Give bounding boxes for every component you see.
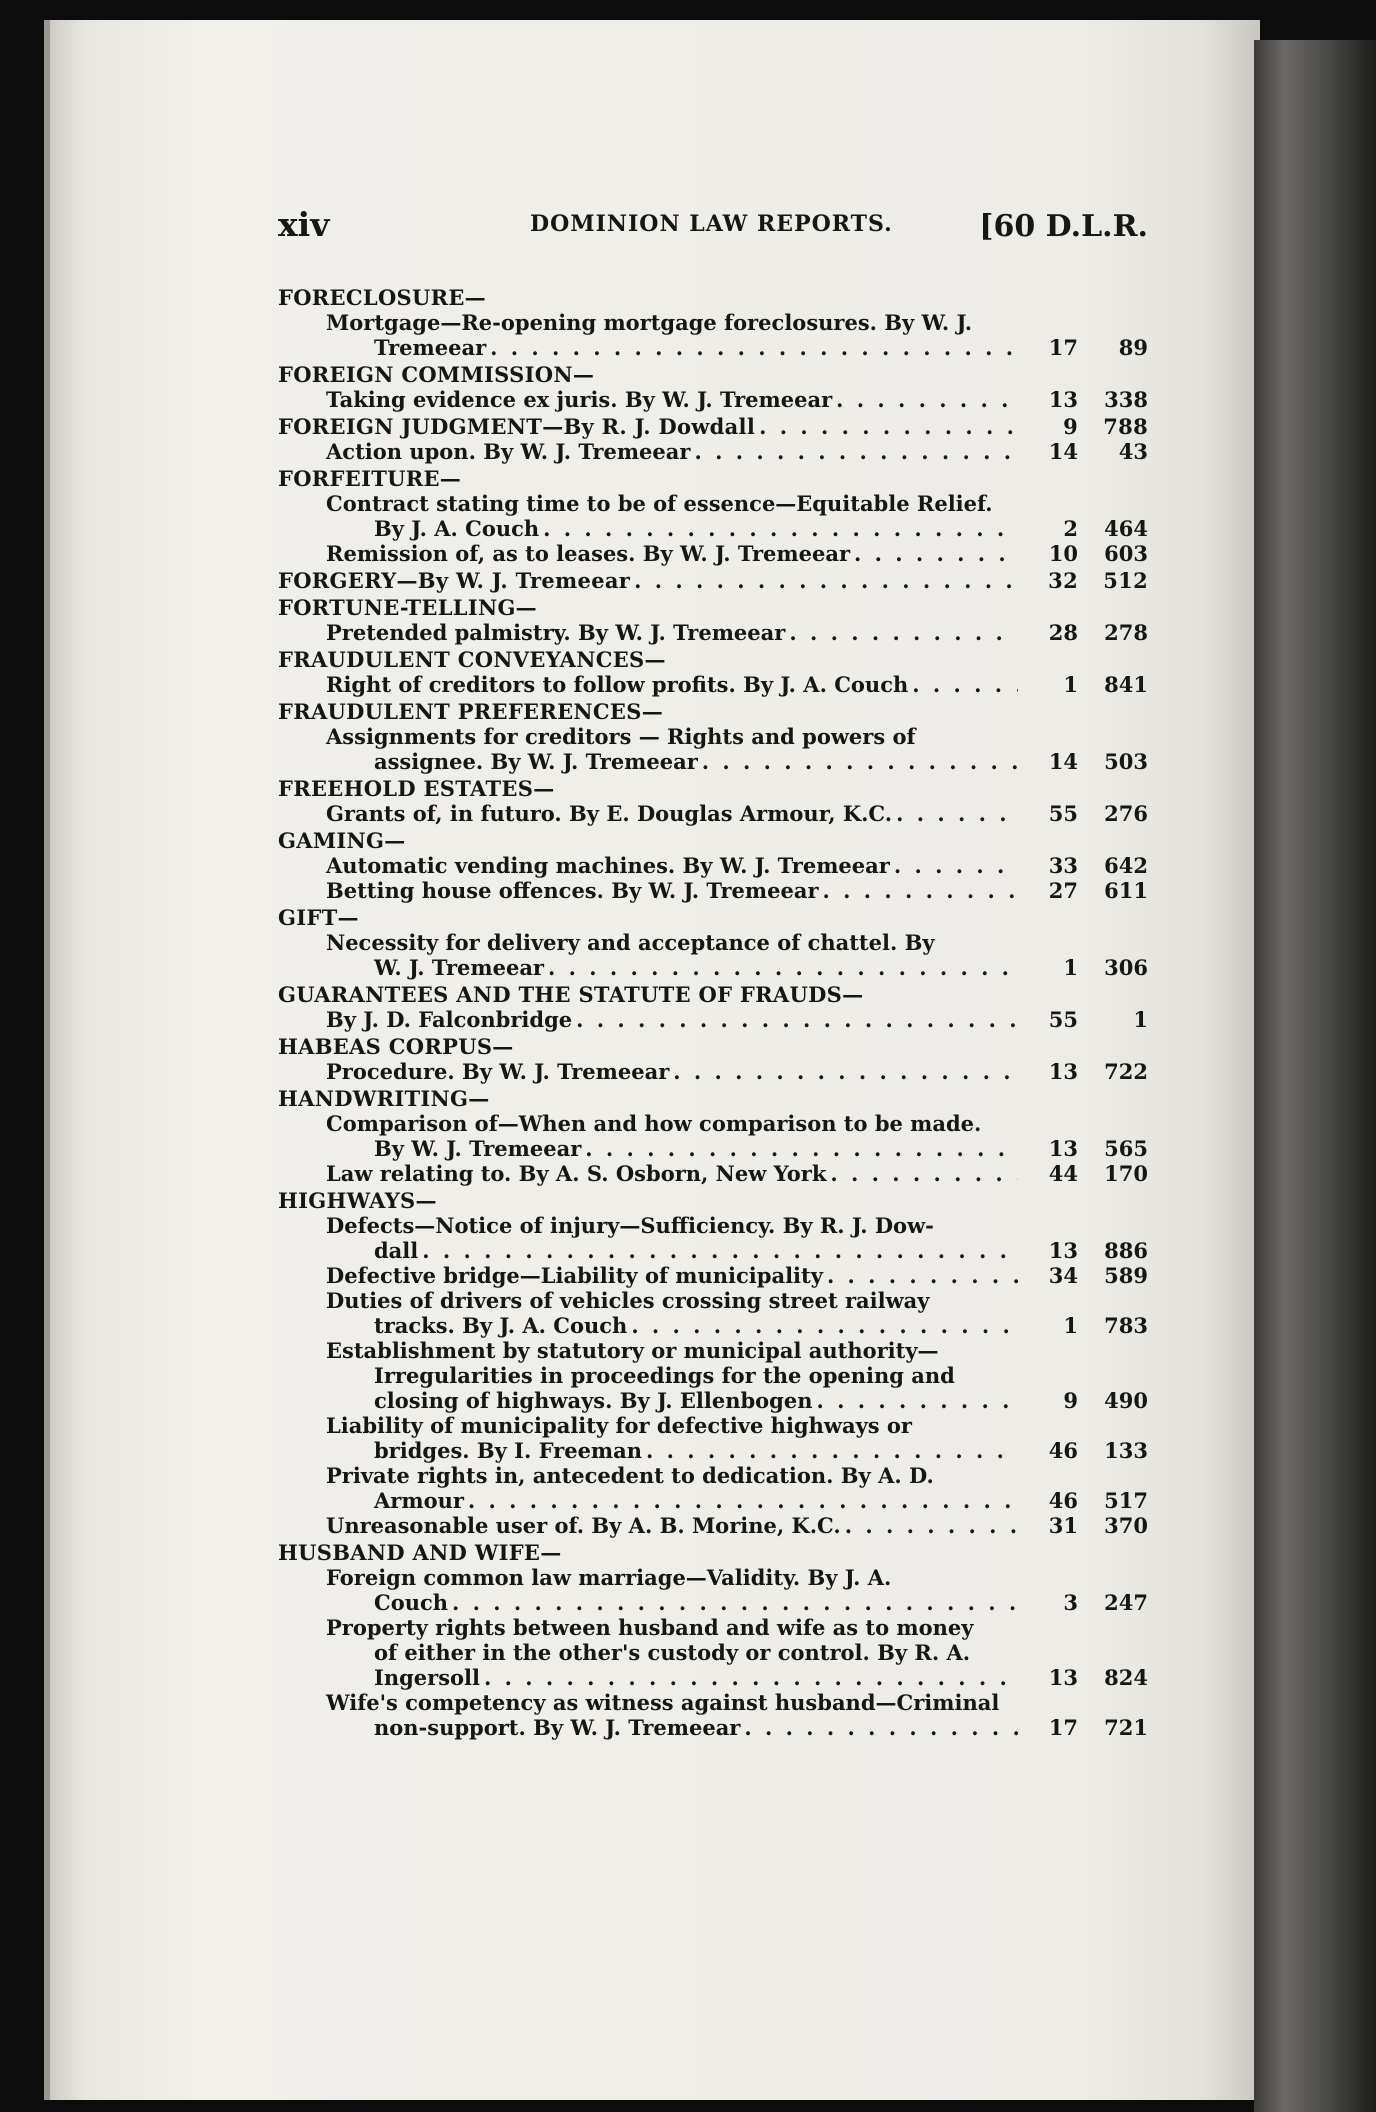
volume-number: 28 — [1048, 620, 1078, 645]
volume-number: 46 — [1048, 1438, 1078, 1463]
sub-entry — [278, 1690, 1148, 1740]
page-number: 278 — [1104, 620, 1148, 645]
sub-entry-text — [326, 1565, 1018, 1615]
sub-entry-line: Defective bridge—Liability of municipality — [326, 1263, 823, 1288]
sub-entry-line: bridges. By I. Freeman — [374, 1438, 643, 1463]
index-entry — [278, 466, 1148, 566]
sub-entry-text — [326, 724, 1018, 774]
dot-leader — [634, 568, 1018, 593]
dot-leader — [576, 1007, 1018, 1032]
leader-line — [326, 1238, 1018, 1263]
sub-entry — [278, 1413, 1148, 1463]
volume-number: 9 — [1063, 1388, 1078, 1413]
dot-leader — [830, 1161, 1018, 1186]
page-header — [278, 205, 1148, 247]
sub-entry — [278, 1288, 1148, 1338]
sub-entry-text — [326, 878, 1018, 903]
sub-entry-line: Mortgage—Re-opening mortgage foreclosures. By W. J. — [326, 310, 973, 335]
volume-number: 1 — [1063, 1313, 1078, 1338]
heading-text: FORGERY—By W. J. Tremeear — [278, 568, 631, 593]
sub-entry — [278, 1615, 1148, 1690]
leader-line — [326, 439, 1018, 464]
index-entry — [278, 776, 1148, 826]
sub-entry-line: By J. A. Couch — [374, 516, 540, 541]
sub-entry — [278, 672, 1148, 697]
sub-entry-text — [326, 853, 1018, 878]
page-number: 565 — [1104, 1136, 1148, 1161]
entry-heading: GIFT— — [278, 905, 359, 930]
page-number: 170 — [1104, 1161, 1148, 1186]
index-entry — [278, 1540, 1148, 1740]
index-entry — [278, 647, 1148, 697]
sub-entry-line: Pretended palmistry. By W. J. Tremeear — [326, 620, 786, 645]
page-number: 43 — [1118, 439, 1148, 464]
leader-line — [326, 1590, 1018, 1615]
page-number: 89 — [1118, 335, 1148, 360]
leader-line — [326, 335, 1018, 360]
page-number: 642 — [1104, 853, 1148, 878]
index-entry — [278, 828, 1148, 903]
dot-leader — [845, 1513, 1018, 1538]
leader-line — [326, 1313, 1018, 1338]
entry-heading: FRAUDULENT PREFERENCES— — [278, 699, 664, 724]
leader-line — [326, 1513, 1018, 1538]
sub-entry-text — [326, 801, 1018, 826]
sub-entry-line: Foreign common law marriage—Validity. By J. A. — [326, 1565, 892, 1590]
volume-number: 10 — [1048, 541, 1078, 566]
volume-number: 34 — [1048, 1263, 1078, 1288]
sub-entry — [278, 1111, 1148, 1161]
dot-leader — [673, 1059, 1018, 1084]
entry-heading: GAMING— — [278, 828, 406, 853]
leader-line — [326, 1488, 1018, 1513]
entry-heading: GUARANTEES AND THE STATUTE OF FRAUDS— — [278, 982, 864, 1007]
page-number: 370 — [1104, 1513, 1148, 1538]
entry-heading: HABEAS CORPUS— — [278, 1034, 514, 1059]
sub-entry-line: Betting house offences. By W. J. Tremeear — [326, 878, 819, 903]
leader-line — [326, 516, 1018, 541]
sub-entry-line: Couch — [374, 1590, 449, 1615]
leader-line — [326, 878, 1018, 903]
index-entry — [278, 982, 1148, 1032]
sub-entry-line: Duties of drivers of vehicles crossing street railway — [326, 1288, 930, 1313]
dot-leader — [894, 853, 1018, 878]
leader-line — [326, 672, 1018, 697]
book-page-edge — [1254, 40, 1376, 2112]
page-number: 276 — [1104, 801, 1148, 826]
sub-entry-text — [326, 541, 1018, 566]
sub-entry — [278, 1513, 1148, 1538]
sub-entry-text — [326, 491, 1018, 541]
sub-entry-line: Tremeear — [374, 335, 487, 360]
volume-label: [60 D.L.R. — [979, 209, 1148, 244]
sub-entry-line: Action upon. By W. J. Tremeear — [326, 439, 691, 464]
index-entries — [278, 285, 1148, 1740]
volume-number: 9 — [1063, 414, 1078, 439]
page-number: 722 — [1104, 1059, 1148, 1084]
volume-number: 55 — [1048, 801, 1078, 826]
page-number: 611 — [1104, 878, 1148, 903]
sub-entry-line: Automatic vending machines. By W. J. Tremeear — [326, 853, 890, 878]
page-number: 603 — [1104, 541, 1148, 566]
leader-line — [326, 1388, 1018, 1413]
dot-leader — [817, 1388, 1019, 1413]
dot-leader — [827, 1263, 1018, 1288]
index-entry — [278, 1086, 1148, 1186]
sub-entry-text — [326, 1463, 1018, 1513]
volume-number: 13 — [1048, 1136, 1078, 1161]
entry-heading: HUSBAND AND WIFE— — [278, 1540, 562, 1565]
sub-entry — [278, 1213, 1148, 1263]
sub-entry-line: Defects—Notice of injury—Sufficiency. By R. J. Dow- — [326, 1213, 934, 1238]
index-entry — [278, 1188, 1148, 1538]
sub-entry-line: Armour — [374, 1488, 464, 1513]
entry-heading: FREEHOLD ESTATES— — [278, 776, 555, 801]
dot-leader — [490, 335, 1018, 360]
entry-heading: FRAUDULENT CONVEYANCES— — [278, 647, 666, 672]
sub-entry-line: Grants of, in futuro. By E. Douglas Armour, K.C. — [326, 801, 893, 826]
dot-leader — [823, 878, 1018, 903]
dot-leader — [631, 1313, 1018, 1338]
entry-heading: FORECLOSURE— — [278, 285, 486, 310]
sub-entry-line: Wife's competency as witness against husband—Criminal — [326, 1690, 1000, 1715]
leader-line — [326, 1136, 1018, 1161]
sub-entry-text — [326, 672, 1018, 697]
index-entry — [278, 699, 1148, 774]
sub-entry-text — [326, 1513, 1018, 1538]
page-number: 824 — [1104, 1665, 1148, 1690]
volume-number: 13 — [1048, 387, 1078, 412]
leader-line — [326, 955, 1018, 980]
sub-entry — [278, 1263, 1148, 1288]
sub-entry-line: of either in the other's custody or control. By R. A. — [374, 1640, 971, 1665]
volume-number: 33 — [1048, 853, 1078, 878]
volume-number: 1 — [1063, 955, 1078, 980]
sub-entry-line: By J. D. Falconbridge — [326, 1007, 573, 1032]
volume-number: 31 — [1048, 1513, 1078, 1538]
sub-entry-text — [326, 1413, 1018, 1463]
sub-entry — [278, 1565, 1148, 1615]
leader-line — [326, 541, 1018, 566]
sub-entry-line: Law relating to. By A. S. Osborn, New York — [326, 1161, 827, 1186]
leader-line — [278, 568, 1018, 593]
volume-number: 55 — [1048, 1007, 1078, 1032]
sub-entry-text — [326, 1059, 1018, 1084]
dot-leader — [484, 1665, 1018, 1690]
dot-leader — [759, 414, 1018, 439]
sub-entry — [278, 439, 1148, 464]
sub-entry-text — [326, 439, 1018, 464]
volume-number: 14 — [1048, 439, 1078, 464]
leader-line — [326, 1007, 1018, 1032]
dot-leader — [468, 1488, 1018, 1513]
page-number: 503 — [1104, 749, 1148, 774]
dot-leader — [896, 801, 1018, 826]
sub-entry — [278, 620, 1148, 645]
dot-leader — [789, 620, 1018, 645]
volume-number: 13 — [1048, 1238, 1078, 1263]
page-number: 464 — [1104, 516, 1148, 541]
sub-entry-text — [326, 1007, 1018, 1032]
index-entry — [278, 414, 1148, 464]
sub-entry-line: Establishment by statutory or municipal authority— — [326, 1338, 939, 1363]
volume-number: 13 — [1048, 1665, 1078, 1690]
running-title: DOMINION LAW REPORTS. — [530, 211, 893, 237]
volume-number: 17 — [1048, 335, 1078, 360]
leader-line — [326, 387, 1018, 412]
volume-number: 46 — [1048, 1488, 1078, 1513]
sub-entry — [278, 1059, 1148, 1084]
sub-entry-line: Taking evidence ex juris. By W. J. Tremeear — [326, 387, 833, 412]
page-number: 306 — [1104, 955, 1148, 980]
page-number: 721 — [1104, 1715, 1148, 1740]
page-number: 841 — [1104, 672, 1148, 697]
sub-entry-line: Irregularities in proceedings for the opening and — [374, 1363, 955, 1388]
page-number: 517 — [1104, 1488, 1148, 1513]
page-number: 133 — [1104, 1438, 1148, 1463]
sub-entry — [278, 801, 1148, 826]
sub-entry-line: Unreasonable user of. By A. B. Morine, K.C. — [326, 1513, 841, 1538]
page-number: 247 — [1104, 1590, 1148, 1615]
sub-entry-line: non-support. By W. J. Tremeear — [374, 1715, 741, 1740]
sub-entry-text — [326, 930, 1018, 980]
sub-entry-line: Comparison of—When and how comparison to be made. — [326, 1111, 982, 1136]
sub-entry — [278, 541, 1148, 566]
dot-leader — [422, 1238, 1018, 1263]
page-number: 512 — [1103, 568, 1148, 593]
entry-heading: FOREIGN COMMISSION— — [278, 362, 595, 387]
page-number: 1 — [1133, 1007, 1148, 1032]
sub-entry-line: closing of highways. By J. Ellenbogen — [374, 1388, 813, 1413]
page-number: 788 — [1103, 414, 1148, 439]
sub-entry-line: Private rights in, antecedent to dedication. By A. D. — [326, 1463, 934, 1488]
leader-line — [326, 620, 1018, 645]
sub-entry-text — [326, 1161, 1018, 1186]
index-entry — [278, 285, 1148, 360]
leader-line — [326, 1059, 1018, 1084]
sub-entry-line: Property rights between husband and wife as to money — [326, 1615, 974, 1640]
leader-line — [326, 749, 1018, 774]
dot-leader — [912, 672, 1018, 697]
sub-entry — [278, 491, 1148, 541]
sub-entry-line: Remission of, as to leases. By W. J. Tremeear — [326, 541, 851, 566]
sub-entry-line: Ingersoll — [374, 1665, 480, 1690]
leader-line — [326, 1161, 1018, 1186]
sub-entry-line: Necessity for delivery and acceptance of chattel. By — [326, 930, 935, 955]
page-numeral: xiv — [278, 205, 330, 244]
volume-number: 14 — [1048, 749, 1078, 774]
page-number: 338 — [1104, 387, 1148, 412]
sub-entry-line: tracks. By J. A. Couch — [374, 1313, 628, 1338]
sub-entry-text — [326, 1213, 1018, 1263]
sub-entry-line: Right of creditors to follow profits. By J. A. Couch — [326, 672, 909, 697]
volume-number: 17 — [1048, 1715, 1078, 1740]
sub-entry — [278, 387, 1148, 412]
dot-leader — [543, 516, 1018, 541]
volume-number: 27 — [1048, 878, 1078, 903]
sub-entry — [278, 1338, 1148, 1413]
sub-entry — [278, 853, 1148, 878]
volume-number: 32 — [1048, 568, 1078, 593]
leader-line — [326, 1263, 1018, 1288]
dot-leader — [548, 955, 1018, 980]
sub-entry-text — [326, 1690, 1018, 1740]
sub-entry — [278, 930, 1148, 980]
leader-line — [326, 1438, 1018, 1463]
volume-number: 44 — [1048, 1161, 1078, 1186]
heading-text: FOREIGN JUDGMENT—By R. J. Dowdall — [278, 414, 756, 439]
volume-number: 1 — [1063, 672, 1078, 697]
page-number: 490 — [1104, 1388, 1148, 1413]
sub-entry-text — [326, 1111, 1018, 1161]
sub-entry — [278, 1161, 1148, 1186]
sub-entry-line: dall — [374, 1238, 419, 1263]
sub-entry-line: Assignments for creditors — Rights and powers of — [326, 724, 916, 749]
dot-leader — [694, 439, 1018, 464]
leader-line — [326, 801, 1018, 826]
sub-entry — [278, 878, 1148, 903]
sub-entry — [278, 1007, 1148, 1032]
index-content — [278, 205, 1148, 1742]
sub-entry-line: Contract stating time to be of essence—Equitable Relief. — [326, 491, 993, 516]
sub-entry-line: Procedure. By W. J. Tremeear — [326, 1059, 670, 1084]
sub-entry-text — [326, 310, 1018, 360]
sub-entry-line: W. J. Tremeear — [374, 955, 544, 980]
entry-heading: HIGHWAYS— — [278, 1188, 437, 1213]
page-number: 589 — [1104, 1263, 1148, 1288]
dot-leader — [836, 387, 1018, 412]
volume-number: 13 — [1048, 1059, 1078, 1084]
dot-leader — [452, 1590, 1018, 1615]
entry-heading: FORFEITURE— — [278, 466, 462, 491]
sub-entry — [278, 724, 1148, 774]
dot-leader — [702, 749, 1018, 774]
dot-leader — [854, 541, 1018, 566]
sub-entry-line: assignee. By W. J. Tremeear — [374, 749, 698, 774]
index-entry — [278, 595, 1148, 645]
index-entry — [278, 1034, 1148, 1084]
index-entry — [278, 568, 1148, 593]
index-entry — [278, 905, 1148, 980]
entry-heading — [278, 568, 1148, 593]
sub-entry — [278, 1463, 1148, 1513]
dot-leader — [585, 1136, 1018, 1161]
page-number: 886 — [1104, 1238, 1148, 1263]
index-entry — [278, 362, 1148, 412]
sub-entry-line: By W. J. Tremeear — [374, 1136, 582, 1161]
volume-number: 2 — [1063, 516, 1078, 541]
leader-line — [278, 414, 1018, 439]
sub-entry-text — [326, 1263, 1018, 1288]
leader-line — [326, 1715, 1018, 1740]
dot-leader — [646, 1438, 1018, 1463]
entry-heading: HANDWRITING— — [278, 1086, 490, 1111]
entry-heading — [278, 414, 1148, 439]
sub-entry-line: Liability of municipality for defective highways or — [326, 1413, 912, 1438]
volume-number: 3 — [1063, 1590, 1078, 1615]
sub-entry — [278, 310, 1148, 360]
sub-entry-text — [326, 387, 1018, 412]
entry-heading: FORTUNE-TELLING— — [278, 595, 537, 620]
leader-line — [326, 1665, 1018, 1690]
dot-leader — [744, 1715, 1018, 1740]
sub-entry-text — [326, 1288, 1018, 1338]
leader-line — [326, 853, 1018, 878]
sub-entry-text — [326, 1615, 1018, 1690]
page-number: 783 — [1104, 1313, 1148, 1338]
sub-entry-text — [326, 620, 1018, 645]
sub-entry-text — [326, 1338, 1018, 1413]
